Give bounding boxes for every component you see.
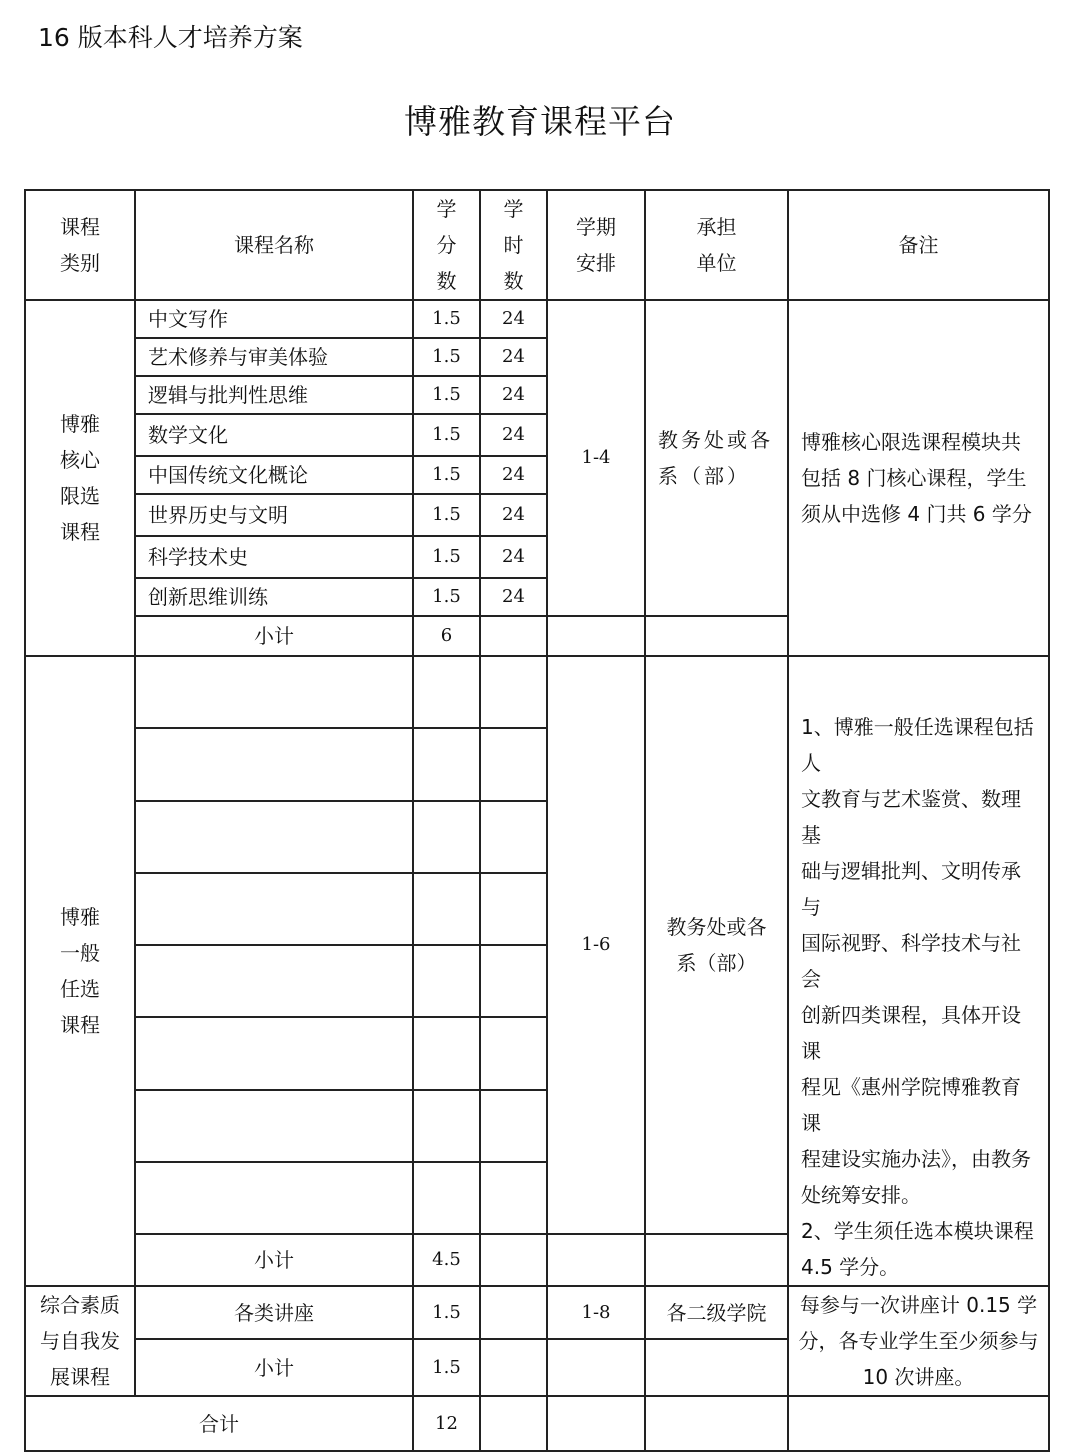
table-row [25, 656, 1049, 728]
course-hours: 24 [480, 494, 547, 536]
general-note: 1、博雅一般任选课程包括人 文教育与艺术鉴赏、数理基 础与逻辑批判、文明传承与 国际视野、科学技术与社会 创新四类课程，具体开设课 程见《惠州学院博雅教育课 程建设实施办法》，由教务 处统筹安排。 2、学生须任选本模块课程 4.5 学分。 [788, 656, 1049, 1286]
empty-cell [547, 1396, 645, 1451]
core-unit: 教务处或各系（部） [645, 300, 788, 616]
course-name: 中文写作 [135, 300, 413, 338]
course-name: 世界历史与文明 [135, 494, 413, 536]
empty-course-name [135, 873, 413, 945]
empty-course-name [135, 1162, 413, 1234]
empty-cell [480, 656, 547, 728]
course-credits: 1.5 [413, 578, 480, 616]
empty-cell [413, 873, 480, 945]
subtotal-credits: 1.5 [413, 1339, 480, 1396]
subtotal-credits: 6 [413, 616, 480, 656]
table-row [25, 1286, 1049, 1339]
empty-cell [413, 728, 480, 800]
course-credits: 1.5 [413, 300, 480, 338]
core-category: 博雅 核心 限选 课程 [25, 300, 135, 656]
course-credits: 1.5 [413, 376, 480, 414]
course-name: 创新思维训练 [135, 578, 413, 616]
core-semester: 1-4 [547, 300, 645, 616]
col-header-notes: 备注 [788, 190, 1049, 300]
empty-cell [645, 1339, 788, 1396]
course-credits: 1.5 [413, 456, 480, 494]
table-row [25, 300, 1049, 338]
empty-cell [480, 801, 547, 873]
course-name: 科学技术史 [135, 536, 413, 578]
general-semester: 1-6 [547, 656, 645, 1234]
col-header-course-name: 课程名称 [135, 190, 413, 300]
total-row [25, 1396, 1049, 1451]
col-header-category: 课程 类别 [25, 190, 135, 300]
course-credits: 1.5 [413, 536, 480, 578]
core-note: 博雅核心限选课程模块共包括 8 门核心课程，学生须从中选修 4 门共 6 学分 [788, 300, 1049, 656]
course-hours: 24 [480, 376, 547, 414]
comprehensive-unit: 各二级学院 [645, 1286, 788, 1339]
empty-cell [413, 945, 480, 1017]
empty-course-name [135, 945, 413, 1017]
course-table [24, 189, 1050, 1452]
empty-cell [480, 1286, 547, 1339]
empty-cell [547, 616, 645, 656]
empty-cell [645, 1234, 788, 1286]
subtotal-label: 小计 [135, 1234, 413, 1286]
col-header-credits: 学 分 数 [413, 190, 480, 300]
subtotal-label: 小计 [135, 1339, 413, 1396]
course-hours: 24 [480, 536, 547, 578]
subtotal-label: 小计 [135, 616, 413, 656]
course-name: 逻辑与批判性思维 [135, 376, 413, 414]
course-hours: 24 [480, 338, 547, 376]
course-name: 各类讲座 [135, 1286, 413, 1339]
empty-course-name [135, 801, 413, 873]
page-title: 博雅教育课程平台 [404, 102, 676, 141]
empty-cell [480, 1162, 547, 1234]
course-hours: 24 [480, 414, 547, 456]
subtotal-credits: 4.5 [413, 1234, 480, 1286]
empty-cell [480, 1017, 547, 1089]
empty-cell [547, 1339, 645, 1396]
empty-course-name [135, 1090, 413, 1162]
general-unit: 教务处或各 系（部） [645, 656, 788, 1234]
total-label: 合计 [25, 1396, 413, 1451]
comprehensive-note: 每参与一次讲座计 0.15 学 分，各专业学生至少须参与 10 次讲座。 [788, 1286, 1049, 1396]
course-hours: 24 [480, 300, 547, 338]
empty-cell [547, 1234, 645, 1286]
comprehensive-category: 综合素质 与自我发 展课程 [25, 1286, 135, 1396]
empty-cell [480, 1396, 547, 1451]
empty-cell [480, 1090, 547, 1162]
empty-cell [788, 1396, 1049, 1451]
empty-cell [480, 1234, 547, 1286]
course-name: 中国传统文化概论 [135, 456, 413, 494]
course-credits: 1.5 [413, 414, 480, 456]
empty-cell [480, 945, 547, 1017]
comprehensive-semester: 1-8 [547, 1286, 645, 1339]
course-credits: 1.5 [413, 338, 480, 376]
col-header-semester: 学期 安排 [547, 190, 645, 300]
empty-cell [413, 801, 480, 873]
empty-cell [480, 616, 547, 656]
course-name: 数学文化 [135, 414, 413, 456]
empty-cell [480, 728, 547, 800]
course-hours: 24 [480, 456, 547, 494]
empty-cell [413, 1017, 480, 1089]
course-hours: 24 [480, 578, 547, 616]
col-header-hours: 学 时 数 [480, 190, 547, 300]
total-credits: 12 [413, 1396, 480, 1451]
empty-course-name [135, 656, 413, 728]
empty-cell [413, 1090, 480, 1162]
empty-course-name [135, 728, 413, 800]
col-header-unit: 承担 单位 [645, 190, 788, 300]
header-row [25, 190, 1049, 300]
empty-cell [645, 1396, 788, 1451]
general-category: 博雅 一般 任选 课程 [25, 656, 135, 1286]
course-name: 艺术修养与审美体验 [135, 338, 413, 376]
empty-cell [480, 873, 547, 945]
course-credits: 1.5 [413, 1286, 480, 1339]
document-header: 16 版本科人才培养方案 [38, 23, 303, 52]
course-credits: 1.5 [413, 494, 480, 536]
empty-course-name [135, 1017, 413, 1089]
empty-cell [645, 616, 788, 656]
empty-cell [413, 1162, 480, 1234]
empty-cell [413, 656, 480, 728]
empty-cell [480, 1339, 547, 1396]
